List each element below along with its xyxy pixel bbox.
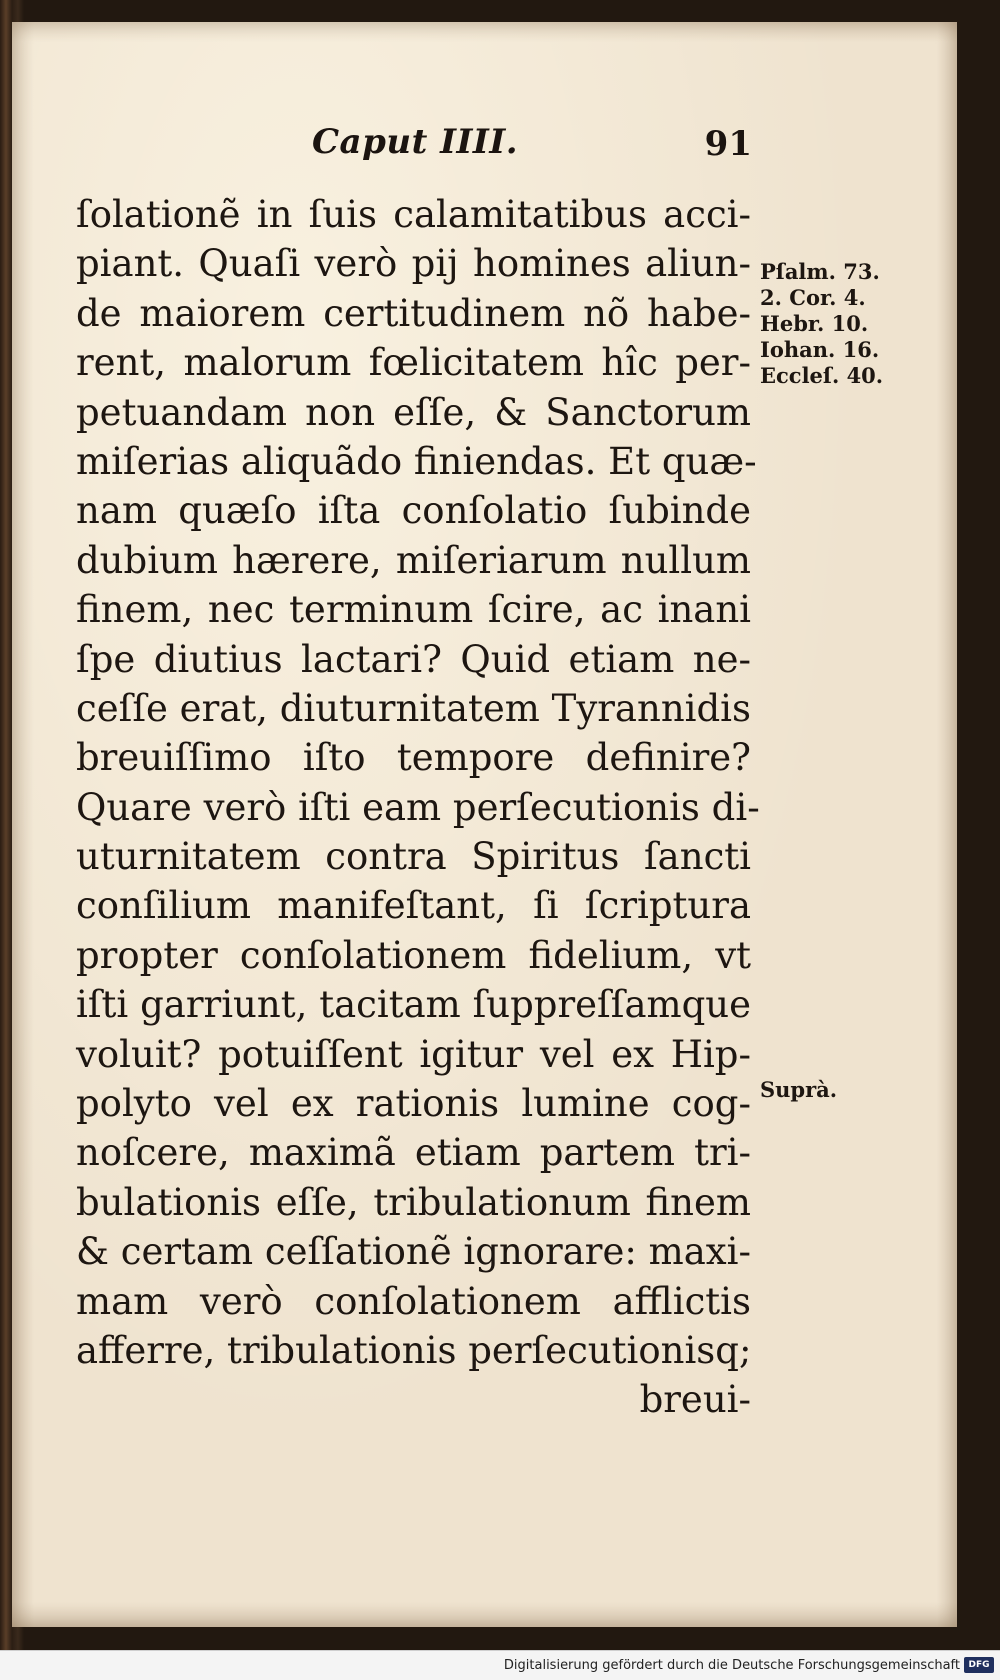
dfg-logo-icon: DFG bbox=[964, 1657, 994, 1673]
margin-note: 2. Cor. 4. bbox=[760, 285, 866, 310]
text-line: petuandam non eſſe, & Sanctorum bbox=[76, 390, 751, 434]
margin-notes-references bbox=[760, 259, 920, 389]
text-line: breuiſſimo iſto tempore definire? bbox=[76, 736, 751, 780]
text-line: finem, nec terminum ſcire, ac inani bbox=[76, 588, 751, 632]
margin-note: Suprà. bbox=[760, 1077, 838, 1102]
text-line: rent, malorum fœlicitatem hîc per- bbox=[76, 341, 751, 385]
text-line: mam verò conſolationem afflictis bbox=[76, 1279, 751, 1323]
text-line: nam quæſo iſta conſolatio ſubinde bbox=[76, 489, 751, 533]
text-line: ceſſe erat, diuturnitatem Tyrannidis bbox=[76, 686, 751, 730]
text-line: uturnitatem contra Spiritus ſancti bbox=[76, 835, 751, 879]
text-line: bulationis eſſe, tribulationum finem bbox=[76, 1180, 751, 1224]
text-line: voluit? potuiſſent igitur vel ex Hip- bbox=[76, 1032, 751, 1076]
text-line: conſilium manifeſtant, ſi ſcriptura bbox=[76, 884, 751, 928]
digitization-footer bbox=[0, 1650, 1000, 1680]
text-line: miſerias aliquãdo finiendas. Et quæ- bbox=[76, 439, 757, 483]
page-header bbox=[312, 122, 752, 172]
catchword: breui- bbox=[639, 1378, 751, 1422]
text-line: dubium hærere, miſeriarum nullum bbox=[76, 538, 751, 582]
text-line: polyto vel ex rationis lumine cog- bbox=[76, 1082, 751, 1126]
margin-note-supra bbox=[760, 1077, 920, 1103]
book-page bbox=[12, 22, 957, 1627]
page-number: 91 bbox=[704, 124, 752, 164]
running-head: Caput IIII. bbox=[312, 122, 519, 162]
text-line: propter conſolationem fidelium, vt bbox=[76, 933, 751, 977]
margin-note: Pſalm. 73. bbox=[760, 259, 880, 284]
funding-credit: Digitalisierung gefördert durch die Deutsche Forschungsgemeinschaft bbox=[503, 1658, 960, 1673]
text-line: noſcere, maximã etiam partem tri- bbox=[76, 1131, 751, 1175]
text-line: iſti garriunt, tacitam ſuppreſſamque bbox=[76, 983, 751, 1027]
margin-note: Eccleſ. 40. bbox=[760, 363, 884, 388]
text-line: afferre, tribulationis perſecutionisq; bbox=[76, 1328, 752, 1372]
text-line: piant. Quaſi verò pij homines aliun- bbox=[76, 242, 751, 286]
body-text bbox=[76, 190, 760, 1425]
margin-note: Hebr. 10. bbox=[760, 311, 869, 336]
margin-note: Iohan. 16. bbox=[760, 337, 880, 362]
text-line: ſolationẽ in ſuis calamitatibus acci- bbox=[76, 193, 751, 236]
text-line: de maiorem certitudinem nõ habe- bbox=[76, 291, 751, 335]
text-line: Quare verò iſti eam perſecutionis di- bbox=[76, 785, 760, 829]
text-line: ſpe diutius lactari? Quid etiam ne- bbox=[76, 637, 751, 681]
text-line: & certam ceſſationẽ ignorare: maxi- bbox=[76, 1230, 751, 1274]
